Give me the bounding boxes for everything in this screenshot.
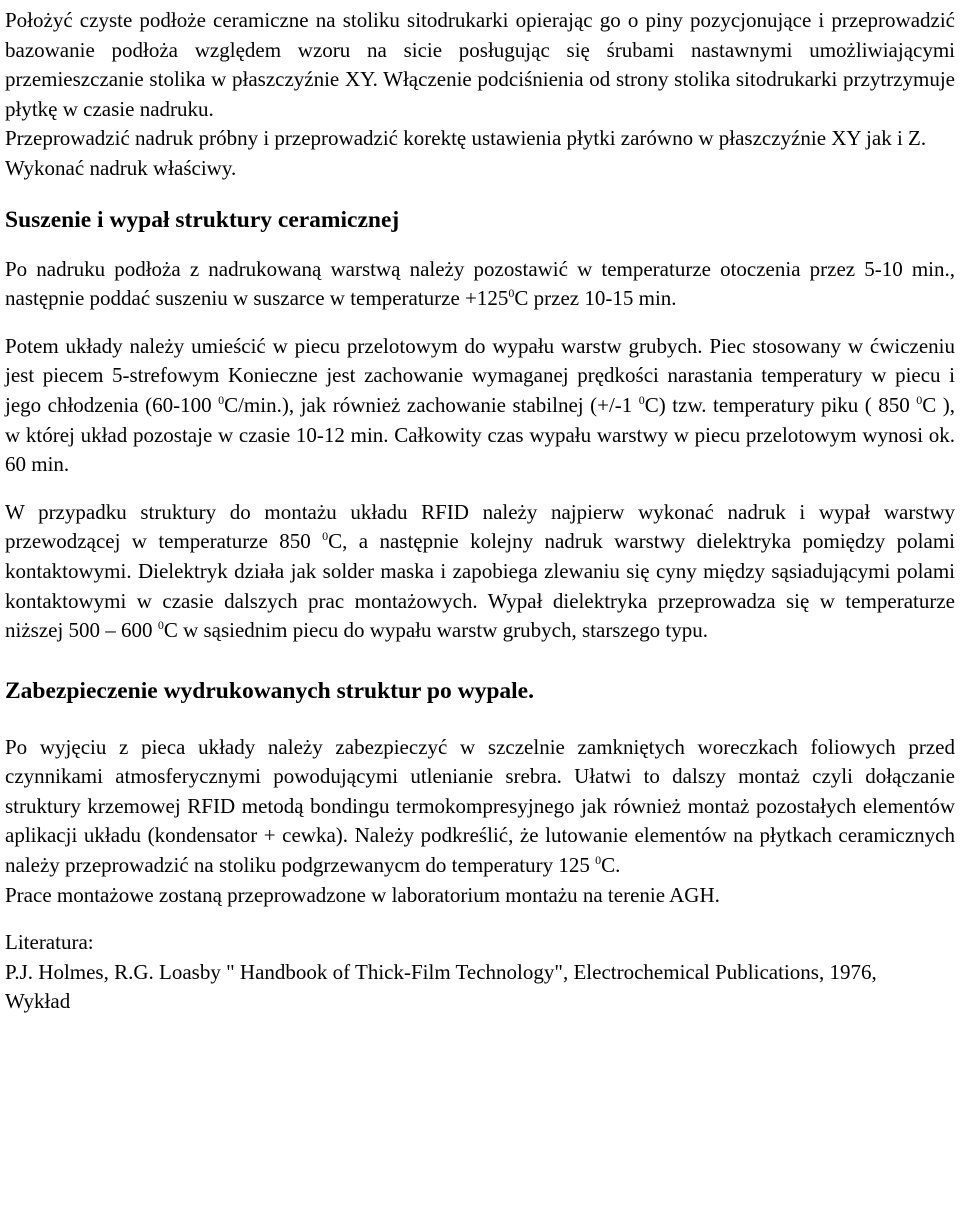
degree-superscript: 0: [322, 529, 329, 544]
literature-reference-2: Wykład: [5, 989, 71, 1014]
degree-superscript: 0: [508, 286, 515, 301]
firing-paragraph: [5, 332, 955, 480]
intro-paragraph-final-print: Wykonać nadruk właściwy.: [5, 155, 237, 180]
degree-superscript: 0: [638, 392, 645, 407]
degree-superscript: 0: [218, 392, 225, 407]
firing-text-c: C) tzw. temperatury piku ( 850: [644, 392, 917, 417]
spacer: [5, 910, 955, 928]
spacer: [5, 314, 955, 332]
rfid-text-c: C w sąsiednim piecu do wypału warstw grubych, starszego typu.: [163, 618, 708, 643]
degree-superscript: 0: [595, 853, 602, 868]
firing-text-d: C ), w której układ pozostaje w czasie 10-12 min. Całkowity czas wypału warstwy w piecu przelotowym wynosi ok. 60 min.: [5, 392, 956, 477]
rfid-text-a: W przypadku struktury do montażu układu RFID należy najpierw wykonać nadruk i wypał warstwy przewodzącej w temperaturze 850: [5, 499, 955, 554]
protection-text-b: C.: [601, 853, 621, 878]
section-heading-drying-firing: Suszenie i wypał struktury ceramicznej: [5, 206, 400, 233]
firing-text-b: C/min.), jak również zachowanie stabilnej (+/-1: [224, 392, 639, 417]
assembly-lab-paragraph: Prace montażowe zostaną przeprowadzone w laboratorium montażu na terenie AGH.: [5, 882, 720, 907]
degree-superscript: 0: [916, 392, 923, 407]
protection-text-a: Po wyjęciu z pieca układy należy zabezpieczyć w szczelnie zamkniętych woreczkach foliowych przed czynnikami atmosferycznymi powodującymi utlenianie srebra. Ułatwi to dalszy montaż czyli dołączanie struktury krzemowej RFID metodą bondingu termokompresyjnego jak również montaż pozostałych elementów aplikacji układu (kondensator + cewka). Należy podkreślić, że lutowanie elementów na płytkach ceramicznych należy przeprowadzić na stoliku podgrzewanycm do temperatury 125: [5, 734, 955, 878]
literature-reference-1: P.J. Holmes, R.G. Loasby " Handbook of Thick-Film Technology", Electrochemical Publications, 1976,: [5, 959, 877, 984]
spacer: [5, 480, 955, 498]
drying-text-b: C przez 10-15 min.: [514, 286, 677, 311]
rfid-paragraph: [5, 498, 955, 646]
drying-text-a: Po nadruku podłoża z nadrukowaną warstwą należy pozostawić w temperaturze otoczenia przez 5-10 min., następnie poddać suszeniu w suszarce w temperaturze +125: [5, 256, 955, 311]
drying-paragraph: [5, 255, 955, 314]
firing-text-a: Potem układy należy umieścić w piecu przelotowym do wypału warstw grubych. Piec stosowany w ćwiczeniu jest piecem 5-strefowym Konieczne jest zachowanie wymaganej prędkości narastania temperatury w piecu i jego chłodzenia (60-100: [5, 333, 955, 417]
intro-paragraph-positioning: Położyć czyste podłoże ceramiczne na stoliku sitodrukarki opierając go o piny pozycjonujące i przeprowadzić bazowanie podłoża względem wzoru na sicie posługując się śrubami nastawnymi umożliwiającymi przemieszczanie stolika w płaszczyźnie XY. Włączenie podciśnienia od strony stolika sitodrukarki przytrzymuje płytkę w czasie nadruku.: [5, 8, 955, 121]
protection-paragraph: [5, 733, 955, 881]
degree-superscript: 0: [157, 618, 164, 633]
literature-label: Literatura:: [5, 930, 94, 955]
rfid-text-b: C, a następnie kolejny nadruk warstwy dielektryka pomiędzy polami kontaktowymi. Dielektryk działa jak solder maska i zapobiega zlewaniu się cyny między sąsiadującymi polami kontaktowymi w czasie dalszych prac montażowych. Wypał dielektryka przeprowadza się w temperaturze niższej 500 – 600: [5, 529, 955, 643]
intro-paragraph-test-print: Przeprowadzić nadruk próbny i przeprowadzić korektę ustawienia płytki zarówno w płaszczyźnie XY jak i Z.: [5, 126, 927, 151]
section-heading-protection: Zabezpieczenie wydrukowanych struktur po wypale.: [5, 677, 534, 704]
